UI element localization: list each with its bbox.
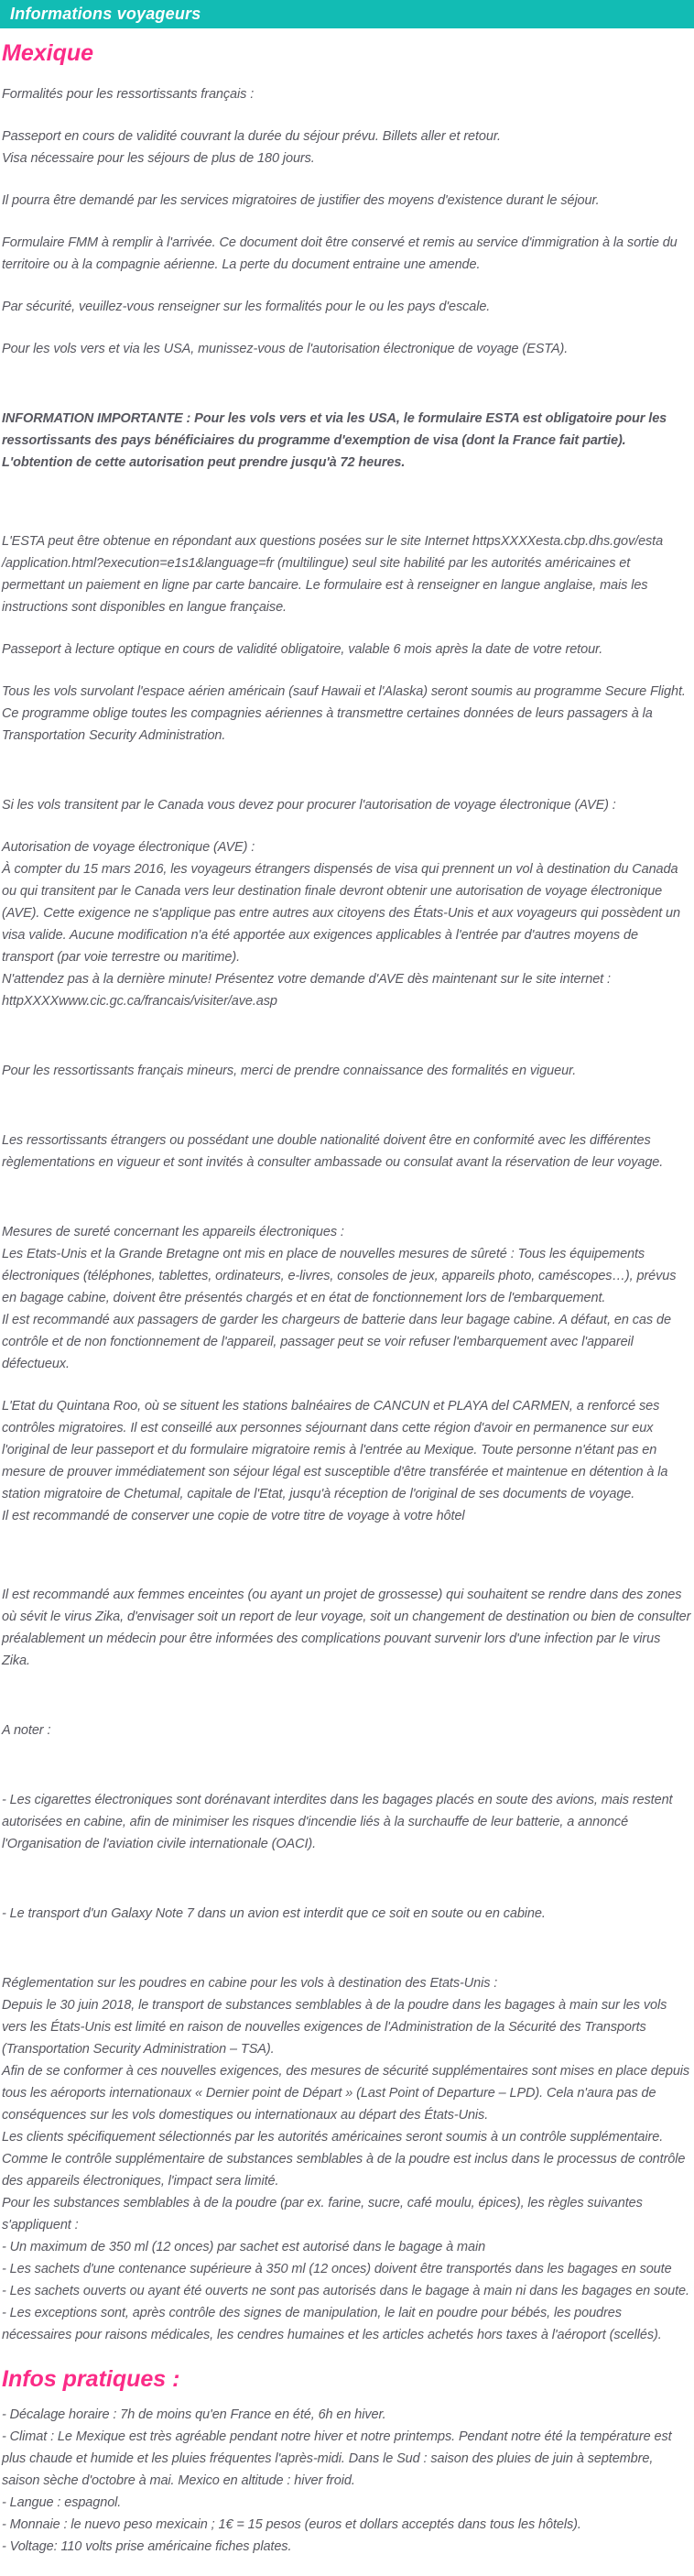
para-quintana-roo: L'Etat du Quintana Roo, où se situent les stations balnéaires de CANCUN et PLAYA del CARMEN, a renforcé ses contrôles migratoires. Il est conseillé aux personnes séjournant dans cette région d'avoir en permanence sur eux l'original de leur passeport et du formulaire migratoire remis à l'entrée au Mexique. Toute personne n'étant pas en mesure de prouver immédiatement son séjour légal est susceptible d'être transférée et maintenue en détention à la station migratoire de Chetumal, capitale de l'Etat, jusqu'à réception de l'original de ses documents de voyage. — [2, 1399, 668, 1501]
para-electronics-security-detail: Les Etats-Unis et la Grande Bretagne ont mis en place de nouvelles mesures de sûreté : Tous les équipements électroniques (téléphones, tablettes, ordinateurs, e-livres, consoles de jeux, appareils photo, caméscopes…), prévus en bagage cabine, doivent être présentés chargés et en état de fonctionnement lors de l'embarquement. — [2, 1247, 677, 1305]
formalities-intro: Formalités pour les ressortissants français : — [2, 87, 255, 102]
practical-info-voltage: - Voltage: 110 volts prise américaine fiches plates. — [2, 2539, 292, 2554]
para-zika-pregnant-women: Il est recommandé aux femmes enceintes (ou ayant un projet de grossesse) qui souhaitent se rendre dans des zones où sévit le virus Zika, d'envisager soit un report de leur voyage, soit un changement de destination ou bien de consulter préalablement un médecin pour être informées des complications pouvant survenir lors d'une infection par le virus Zika. — [2, 1588, 691, 1668]
travel-info-content — [0, 83, 694, 2576]
para-electronics-security-heading: Mesures de sureté concernant les appareils électroniques : — [2, 1225, 344, 1239]
practical-info-language: - Langue : espagnol. — [2, 2495, 122, 2510]
para-means-of-existence: Il pourra être demandé par les services migratoires de justifier des moyens d'existence durant le séjour. — [2, 193, 600, 208]
para-note-heading: A noter : — [2, 1723, 51, 1738]
para-powders-lpd: Afin de se conformer à ces nouvelles exigences, des mesures de sécurité supplémentaires sont mises en place depuis tous les aéroports internationaux « Dernier point de Départ » (Last Point of Departure – LPD). Cela n'aura pas de conséquences sur les vols domestiques ou internationaux au départ des États-Unis. — [2, 2064, 690, 2123]
para-rule-exceptions: - Les exceptions sont, après contrôle des signes de manipulation, le lait en poudre pour bébés, les poudres nécessaires pour raisons médicales, les cendres humaines et les articles achetés hors taxes à l'aéroport (scellés). — [2, 2306, 662, 2342]
para-stopover-countries: Par sécurité, veuillez-vous renseigner sur les formalités pour le ou les pays d'escale. — [2, 300, 491, 314]
para-additional-screening: Comme le contrôle supplémentaire de substances semblables à de la poudre est inclus dans le processus de contrôle des appareils électroniques, l'impact sera limité. — [2, 2152, 686, 2189]
para-foreign-dual-nationality: Les ressortissants étrangers ou possédant une double nationalité doivent être en conformité avec les différentes règlementations en vigueur et sont invités à consulter ambassade ou consulat avant la réservation de leur voyage. — [2, 1133, 664, 1170]
para-esta-website: L'ESTA peut être obtenue en répondant aux questions posées sur le site Internet httpsXXXXesta.cbp.dhs.gov/esta /application.html?execution=e1s1&language=fr (multilingue) seul site habilité par les autorités américaines et permettant un paiement en ligne par carte bancaire. Le formulaire est à renseigner en langue anglaise, mais les instructions sont disponibles en langue française. — [2, 534, 664, 615]
para-esta-usa: Pour les vols vers et via les USA, munissez-vous de l'autorisation électronique de voyage (ESTA). — [2, 342, 569, 356]
para-selected-clients: Les clients spécifiquement sélectionnés par les autorités américaines seront soumis à un contrôle supplémentaire. — [2, 2130, 664, 2145]
para-optical-passport: Passeport à lecture optique en cours de validité obligatoire, valable 6 mois après la date de votre retour. — [2, 642, 603, 657]
para-passport-validity: Passeport en cours de validité couvrant la durée du séjour prévu. Billets aller et retour. — [2, 129, 501, 144]
practical-info-currency: - Monnaie : le nuevo peso mexicain ; 1€ = 15 pesos (euros et dollars acceptés dans tous les hôtels). — [2, 2517, 581, 2532]
practical-info-climate: - Climat : Le Mexique est très agréable pendant notre hiver et notre printemps. Pendant notre été la température est plus chaude et humide et les pluies fréquentes l'après-midi. Dans le Sud : saison des pluies de juin à septembre, saison sèche d'octobre à mai. Mexico en altitude : hiver froid. — [2, 2429, 672, 2488]
para-powders-regulation-heading: Réglementation sur les poudres en cabine pour les vols à destination des Etats-Unis : — [2, 1976, 498, 1991]
para-fmm-form: Formulaire FMM à remplir à l'arrivée. Ce document doit être conservé et remis au service d'immigration à la sortie du territoire ou à la compagnie aérienne. La perte du document entraine une amende. — [2, 235, 678, 272]
para-electronic-cigarettes: - Les cigarettes électroniques sont dorénavant interdites dans les bagages placés en soute des avions, mais restent autorisées en cabine, afin de minimiser les risques d'incendie liés à la surchauffe de leur batterie, a annoncé l'Organisation de l'aviation civile internationale (OACI). — [2, 1793, 673, 1851]
para-ave-heading: Autorisation de voyage électronique (AVE) : — [2, 840, 255, 855]
para-secure-flight: Tous les vols survolant l'espace aérien américain (sauf Hawaii et l'Alaska) seront soumis au programme Secure Flight. Ce programme oblige toutes les compagnies aériennes à transmettre certaines données de leurs passagers à la Transportation Security Administration. — [2, 684, 686, 743]
banner-title: Informations voyageurs — [10, 5, 201, 23]
para-ave-apply-now: N'attendez pas à la dernière minute! Présentez votre demande d'AVE dès maintenant sur le site internet : httpXXXXwww.cic.gc.ca/francais/visiter/ave.asp — [2, 972, 611, 1009]
para-french-minors: Pour les ressortissants français mineurs, merci de prendre connaissance des formalités en vigueur. — [2, 1064, 577, 1078]
section-header-banner — [0, 0, 694, 28]
para-battery-chargers: Il est recommandé aux passagers de garder les chargeurs de batterie dans leur bagage cabine. A défaut, en cas de contrôle et de non fonctionnement de l'appareil, passager peut se voir refuser l'embarquement avec l'appareil défectueux. — [2, 1313, 671, 1371]
para-ave-detail: À compter du 15 mars 2016, les voyageurs étrangers dispensés de visa qui prennent un vol à destination du Canada ou qui transitent par le Canada vers leur destination finale devront obtenir une autorisation de voyage électronique (AVE). Cette exigence ne s'applique pas entre autres aux citoyens des États-Unis et aux voyageurs qui possèdent un visa valide. Aucune modification n'a été apportée aux exigences applicables à l'entrée par d'autres moyens de transport (par voie terrestre ou maritime). — [2, 862, 680, 965]
para-canada-transit: Si les vols transitent par le Canada vous devez pour procurer l'autorisation de voyage électronique (AVE) : — [2, 798, 616, 813]
para-powders-since-2018: Depuis le 30 juin 2018, le transport de substances semblables à de la poudre dans les bagages à main sur les vols vers les États-Unis est limité en raison de nouvelles exigences de l'Administration de la Sécurité des Transports (Transportation Security Administration – TSA). — [2, 1998, 667, 2057]
para-rule-opened-bags: - Les sachets ouverts ou ayant été ouverts ne sont pas autorisés dans le bagage à main ni dans les bagages en soute. — [2, 2284, 689, 2298]
para-galaxy-note7: - Le transport d'un Galaxy Note 7 dans un avion est interdit que ce soit en soute ou en cabine. — [2, 1906, 546, 1921]
para-keep-travel-document-copy: Il est recommandé de conserver une copie de votre titre de voyage à votre hôtel — [2, 1509, 465, 1523]
para-visa-180-days: Visa nécessaire pour les séjours de plus de 180 jours. — [2, 151, 315, 166]
para-rule-larger-bags: - Les sachets d'une contenance supérieure à 350 ml (12 onces) doivent être transportés dans les bagages en soute — [2, 2262, 672, 2276]
para-rule-350ml: - Un maximum de 350 ml (12 onces) par sachet est autorisé dans le bagage à main — [2, 2240, 486, 2254]
country-title: Mexique — [2, 40, 94, 66]
practical-info-time-difference: - Décalage horaire : 7h de moins qu'en France en été, 6h en hiver. — [2, 2407, 386, 2422]
para-important-information: INFORMATION IMPORTANTE : Pour les vols vers et via les USA, le formulaire ESTA est obligatoire pour les ressortissants des pays bénéficiaires du programme d'exemption de visa (dont la France fait partie). L'obtention de cette autorisation peut prendre jusqu'à 72 heures. — [2, 411, 667, 470]
para-powder-rules-intro: Pour les substances semblables à de la poudre (par ex. farine, sucre, café moulu, épices), les règles suivantes s'appliquent : — [2, 2196, 643, 2232]
practical-info-title: Infos pratiques : — [2, 2366, 180, 2392]
